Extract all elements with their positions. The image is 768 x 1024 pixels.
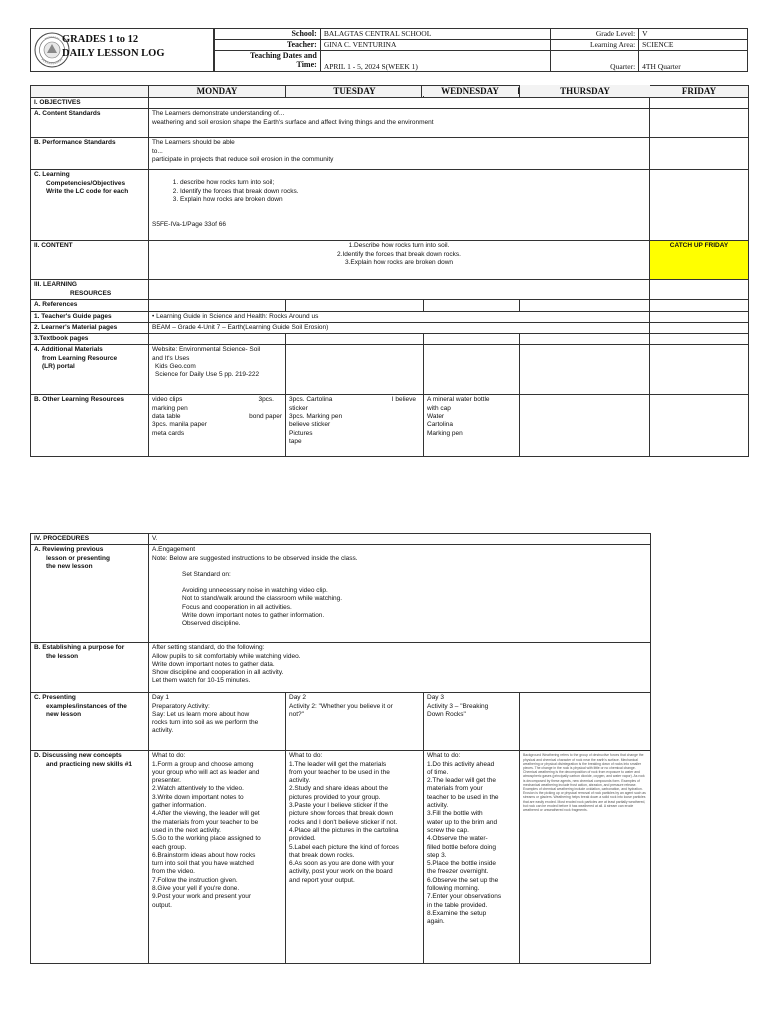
- content-standards-line-2: weathering and soil erosion shape the Earth's surface and affect living things and the environment: [152, 118, 434, 126]
- presenting-label-3: new lesson: [46, 710, 82, 718]
- learners-material-row: [31, 322, 749, 333]
- res-item: video clips: [152, 396, 183, 404]
- catch-up-friday-cell: CATCH UP FRIDAY: [650, 241, 749, 280]
- purpose-line: Let them watch for 10-15 minutes.: [152, 677, 251, 685]
- res-fri: [650, 395, 749, 457]
- am-label-1: 4. Additional Materials: [34, 346, 103, 354]
- competency-item: 2. Identify the forces that break down rocks.: [180, 188, 646, 196]
- day-thursday-label: THURSDAY: [519, 85, 650, 97]
- step-line: screw the cap.: [427, 826, 469, 834]
- other-resources-tuesday: [286, 395, 424, 457]
- res-thu: [520, 395, 650, 457]
- step-line: pictures provided to your group.: [289, 793, 381, 801]
- res-item: Marking pen: [427, 429, 463, 437]
- references-label: A. References: [31, 300, 149, 311]
- step-line: provided.: [289, 835, 316, 843]
- day-friday: FRIDAY: [650, 86, 749, 98]
- res-item: bond paper: [249, 413, 282, 421]
- step-line: 5.Go to the working place assigned to: [152, 835, 261, 843]
- standard-item: Avoiding unnecessary noise in watching video clip.: [182, 587, 328, 595]
- day-line: Preparatory Activity:: [152, 702, 210, 710]
- logo-cell: [30, 28, 214, 72]
- step-line: and report your output.: [289, 876, 355, 884]
- step-line: What to do:: [289, 752, 323, 760]
- teachers-guide-label: 1. Teacher's Guide pages: [31, 311, 149, 322]
- step-line: gather information.: [152, 802, 207, 810]
- tb-fri: [650, 334, 749, 345]
- other-resources-label: B. Other Learning Resources: [31, 395, 149, 457]
- presenting-monday: [149, 693, 286, 751]
- step-line: 5.Label each picture the kind of forces: [289, 843, 399, 851]
- tb-mon: [149, 334, 286, 345]
- step-line: that break down rocks.: [289, 851, 355, 859]
- step-line: materials from your: [427, 785, 483, 793]
- header: [30, 28, 748, 72]
- step-line: 1.Form a group and choose among: [152, 760, 254, 768]
- competencies-friday: [650, 170, 749, 241]
- step-line: your group who will act as leader and: [152, 768, 260, 776]
- res-item: Water: [427, 413, 445, 421]
- discussing-monday: [149, 751, 286, 964]
- procedures-title: IV. PROCEDURES: [31, 534, 149, 545]
- lc-code: S5FE-IVa-1/Page 33of 66: [152, 221, 226, 229]
- discussing-label-2: and practicing new skills #1: [46, 760, 132, 768]
- day-line: Say: Let us learn more about how: [152, 710, 250, 718]
- reviewing-label-1: A. Reviewing previous: [34, 546, 104, 554]
- additional-materials-label: [31, 345, 149, 395]
- set-standard: Set Standard on:: [182, 570, 231, 578]
- competency-list: [152, 179, 646, 204]
- content-row: [31, 241, 749, 280]
- other-resources-monday: [149, 395, 286, 457]
- content-standards-line-1: The Learners demonstrate understanding of...: [152, 110, 285, 118]
- step-line: 2.Study and share ideas about the: [289, 785, 389, 793]
- step-line: each group.: [152, 843, 187, 851]
- day-tuesday: TUESDAY: [286, 86, 424, 98]
- step-line: What to do:: [152, 752, 186, 760]
- additional-materials-row: [31, 345, 749, 395]
- step-line: 2.The leader will get the: [427, 777, 497, 785]
- res-item: with cap: [427, 404, 451, 412]
- step-line: from the video.: [152, 868, 195, 876]
- step-line: 9.Post your work and present your: [152, 893, 251, 901]
- objectives-friday: [650, 98, 749, 109]
- content-standards-label: A. Content Standards: [31, 109, 149, 138]
- content-line-3: 3.Explain how rocks are broken down: [344, 258, 454, 266]
- objectives-row: [31, 98, 749, 109]
- day-wednesday-label: WEDNESDAY: [422, 86, 518, 96]
- res-item: sticker: [289, 404, 308, 412]
- ref-thu: [520, 300, 650, 311]
- standard-item: Write down important notes to gather information.: [182, 612, 325, 620]
- dates-value: APRIL 1 - 5, 2024 S(WEEK 1): [320, 51, 551, 72]
- am-line: and It's Uses: [152, 354, 190, 362]
- dates-label-2: Time:: [296, 60, 317, 70]
- day-monday: MONDAY: [149, 86, 286, 98]
- competencies-label-1: C. Learning: [34, 171, 70, 179]
- am-thu: [520, 345, 650, 395]
- res-item: data table: [152, 413, 181, 421]
- step-line: picture show forces that break down: [289, 810, 394, 818]
- step-line: 8.Give your yell if you're done.: [152, 885, 240, 893]
- presenting-wednesday: [424, 693, 520, 751]
- step-line: in the table provided.: [427, 901, 488, 909]
- day-line: Day 2: [289, 694, 306, 702]
- res-item: tape: [289, 437, 302, 445]
- reviewing-row: [31, 545, 651, 643]
- day-line: Activity 3 – "Breaking: [427, 702, 489, 710]
- additional-materials: [149, 345, 286, 395]
- am-fri: [650, 345, 749, 395]
- grade-title: GRADES 1 to 12: [62, 34, 139, 45]
- resources-label-1: III. LEARNING: [34, 281, 77, 289]
- performance-line-1: The Learners should be able: [152, 139, 235, 147]
- discussing-row: [31, 751, 651, 964]
- performance-standards-row: [31, 138, 749, 170]
- step-line: output.: [152, 901, 172, 909]
- res-item: Cartolina: [427, 421, 454, 429]
- performance-standards-label: B. Performance Standards: [31, 138, 149, 170]
- resources-friday: [650, 280, 749, 300]
- step-line: activity.: [427, 802, 449, 810]
- standard-item: Not to stand/walk around the classroom while watching.: [182, 595, 343, 603]
- step-line: following morning.: [427, 885, 480, 893]
- step-line: 4.Observe the water-: [427, 835, 488, 843]
- discussing-label: [31, 751, 149, 964]
- step-line: 4.Place all the pictures in the cartolina: [289, 826, 399, 834]
- blank-header: [31, 86, 149, 98]
- ref-wed: [424, 300, 520, 311]
- grade-level-label: Grade Level:: [551, 29, 639, 40]
- quarter-value: 4TH Quarter: [639, 51, 748, 72]
- competencies-row: [31, 170, 749, 241]
- step-line: of time.: [427, 768, 449, 776]
- step-line: 6.As soon as you are done with your: [289, 860, 395, 868]
- ref-fri: [650, 300, 749, 311]
- discussing-thursday: [520, 751, 651, 964]
- learning-area-label: Learning Area:: [551, 40, 639, 51]
- step-line: activity.: [289, 777, 311, 785]
- info-table: [214, 28, 748, 72]
- teachers-guide-row: [31, 311, 749, 322]
- step-line: the materials from your teacher to be: [152, 818, 259, 826]
- tb-wed: [424, 334, 520, 345]
- step-line: 2.Watch attentively to the video.: [152, 785, 244, 793]
- discussing-tuesday: [286, 751, 424, 964]
- step-line: 7.Follow the instruction given.: [152, 876, 238, 884]
- step-line: rocks and I don't believe sticker if not.: [289, 818, 398, 826]
- standard-item: Focus and cooperation in all activities.: [182, 603, 292, 611]
- learners-material-label: 2. Learner's Material pages: [31, 322, 149, 333]
- res-item: I believe: [391, 396, 416, 404]
- step-line: turn into soil that you have watched: [152, 860, 254, 868]
- step-line: again.: [427, 918, 445, 926]
- purpose-line: Write down important notes to gather data.: [152, 660, 275, 668]
- presenting-row: [31, 693, 651, 751]
- step-line: 1.The leader will get the materials: [289, 760, 387, 768]
- resources-label: [31, 280, 149, 300]
- content-line-1: 1.Describe how rocks turn into soil.: [348, 242, 450, 250]
- performance-line-2: to...: [152, 147, 163, 155]
- am-wed: [424, 345, 520, 395]
- reviewing-label-3: the new lesson: [46, 562, 93, 570]
- content-standards: [149, 109, 650, 138]
- step-line: 3.Paste your I believe sticker if the: [289, 802, 388, 810]
- step-line: 7.Enter your observations: [427, 893, 502, 901]
- presenting-label-2: examples/instances of the: [46, 702, 127, 710]
- competencies-label-2: Competencies/Objectives: [46, 179, 126, 187]
- purpose-line: Allow pupils to sit comfortably while watching video.: [152, 652, 301, 660]
- content-standards-friday: [650, 109, 749, 138]
- learning-area-value: SCIENCE: [639, 40, 748, 51]
- references-row: [31, 300, 749, 311]
- step-line: presenter.: [152, 777, 181, 785]
- purpose-label: [31, 643, 149, 693]
- tb-tue: [286, 334, 424, 345]
- procedures-v: V.: [149, 534, 651, 545]
- res-item: Pictures: [289, 429, 313, 437]
- step-line: 4.After the viewing, the leader will get: [152, 810, 260, 818]
- reviewing-label-2: lesson or presenting: [46, 554, 110, 562]
- presenting-label-1: C. Presenting: [34, 694, 76, 702]
- am-line: Science for Daily Use 5 pp. 219-222: [155, 371, 260, 379]
- res-item: meta cards: [152, 429, 185, 437]
- weathering-note-image: Background Weathering refers to the group of destructive forces that change the physical and chemical character of rock near the earth's surface. Mechanical weathering or physical disintegration is the breaking down of rocks into smaller pieces. The change in the rock is physical with little or no chemical change. Chemical weathering is the decomposition of rock from exposure to water and atmospheric gases (principally carbon dioxide, oxygen, and water vapor). As rock is decomposed by these agents, new chemical compounds form. Examples of mechanical weathering include frost action, abrasion, and pressure release. Examples of chemical weathering include oxidation, carbonation, and hydration. Erosion is the picking up or physical removal of rock particles by an agent such as streams or glaciers. Weathering helps break down a solid rock into loose particles that are easily eroded. Most eroded rock particles are at least partially weathered, but rock can be eroded before it has weathered at all. A stream can erode weathered or unweathered rock fragments.: [523, 753, 646, 812]
- other-resources-row: [31, 395, 749, 457]
- presenting-tuesday: [286, 693, 424, 751]
- purpose-row: [31, 643, 651, 693]
- day-line: Day 3: [427, 694, 444, 702]
- step-line: filled bottle before doing: [427, 843, 497, 851]
- discussing-label-1: D. Discussing new concepts: [34, 752, 122, 760]
- res-item: believe sticker: [289, 421, 331, 429]
- content-label: II. CONTENT: [31, 241, 149, 280]
- resources-blank: [149, 280, 650, 300]
- res-item: A mineral water bottle: [427, 396, 490, 404]
- discussing-wednesday: [424, 751, 520, 964]
- textbook-row: [31, 334, 749, 345]
- purpose-label-1: B. Establishing a purpose for: [34, 644, 125, 652]
- res-line: [289, 396, 420, 404]
- am-line: Kids Geo.com: [155, 363, 196, 371]
- content-standards-row: [31, 109, 749, 138]
- school-value: BALAGTAS CENTRAL SCHOOL: [320, 29, 551, 40]
- step-line: 6.Brainstorm ideas about how rocks: [152, 851, 256, 859]
- objectives-blank: [149, 98, 650, 109]
- competencies-label: [31, 170, 149, 241]
- engagement-note: Note: Below are suggested instructions to be observed inside the class.: [152, 554, 358, 562]
- standard-item: Observed discipline.: [182, 620, 241, 628]
- res-line: [152, 413, 282, 421]
- step-line: from your teacher to be used in the: [289, 768, 390, 776]
- other-resources-wednesday: [424, 395, 520, 457]
- am-label-3: (LR) portal: [42, 363, 75, 371]
- textbook-label: 3.Textbook pages: [31, 334, 149, 345]
- content-line-2: 2.Identify the forces that break down rocks.: [337, 250, 461, 258]
- day-line: Activity 2: "Whether you believe it or: [289, 702, 393, 710]
- school-label: School:: [215, 29, 321, 40]
- performance-standards: [149, 138, 650, 170]
- step-line: 1.Do this activity ahead: [427, 760, 495, 768]
- performance-friday: [650, 138, 749, 170]
- log-title: DAILY LESSON LOG: [62, 48, 165, 59]
- grade-level-value: V: [639, 29, 748, 40]
- step-line: water up to the brim and: [427, 818, 498, 826]
- step-line: used in the next activity.: [152, 826, 221, 834]
- tb-thu: [520, 334, 650, 345]
- learners-material: BEAM – Grade 4-Unit 7 – Earth(Learning Guide Soil Erosion): [149, 322, 650, 333]
- res-item: 3pcs.: [258, 396, 274, 404]
- dates-label: [215, 51, 321, 72]
- ref-mon: [149, 300, 286, 311]
- res-item: 3pcs. Cartolina: [289, 396, 333, 404]
- res-item: 3pcs. Marking pen: [289, 413, 343, 421]
- day-line: not?": [289, 710, 304, 718]
- purpose-line: Show discipline and cooperation in all activity.: [152, 669, 284, 677]
- lesson-table-top: [30, 85, 749, 457]
- step-line: 5.Place the bottle inside: [427, 860, 497, 868]
- step-line: 3.Fill the bottle with: [427, 810, 483, 818]
- purpose-label-2: the lesson: [46, 652, 79, 660]
- step-line: step 3.: [427, 851, 447, 859]
- purpose-line: After setting standard, do the following:: [152, 644, 265, 652]
- procedures-header-row: [31, 534, 651, 545]
- day-line: activity.: [152, 727, 174, 735]
- day-line: Day 1: [152, 694, 169, 702]
- dates-label-1: Teaching Dates and: [249, 51, 317, 61]
- step-line: 3.Write down important notes to: [152, 793, 244, 801]
- step-line: 6.Observe the set up the: [427, 876, 499, 884]
- engagement-title: A.Engagement: [152, 546, 196, 554]
- res-item: marking pen: [152, 404, 188, 412]
- teacher-value: GINA C. VENTURINA: [320, 40, 551, 51]
- purpose: [149, 643, 651, 693]
- engagement: [149, 545, 651, 643]
- step-line: 8.Examine the setup: [427, 909, 487, 917]
- step-line: What to do:: [427, 752, 461, 760]
- am-tue: [286, 345, 424, 395]
- teachers-guide: • Learning Guide in Science and Health: Rocks Around us: [149, 311, 650, 322]
- am-label-2: from Learning Resource: [42, 354, 118, 362]
- tg-fri: [650, 311, 749, 322]
- performance-line-3: participate in projects that reduce soil erosion in the community: [152, 155, 334, 163]
- teacher-label: Teacher:: [215, 40, 321, 51]
- presenting-thursday: [520, 693, 651, 751]
- competencies-label-3: Write the LC code for each: [46, 187, 129, 195]
- lm-fri: [650, 322, 749, 333]
- step-line: teacher to be used in the: [427, 793, 499, 801]
- objectives-title: I. OBJECTIVES: [31, 98, 149, 109]
- lesson-table-procedures: [30, 533, 651, 964]
- resources-label-2: RESOURCES: [70, 289, 112, 297]
- res-item: 3pcs. manila paper: [152, 421, 207, 429]
- day-line: Down Rocks": [427, 710, 466, 718]
- step-line: the freezer overnight.: [427, 868, 489, 876]
- am-line: Website: Environmental Science- Soil: [152, 346, 261, 354]
- step-line: activity, post your work on the board: [289, 868, 393, 876]
- res-line: [152, 396, 282, 404]
- competency-item: 3. Explain how rocks are broken down: [180, 196, 646, 204]
- competencies: [149, 170, 650, 241]
- day-line: rocks turn into soil as we perform the: [152, 719, 259, 727]
- competency-item: 1. describe how rocks turn into soil;: [180, 179, 646, 187]
- presenting-label: [31, 693, 149, 751]
- content-text: [149, 241, 650, 280]
- reviewing-label: [31, 545, 149, 643]
- resources-row: [31, 280, 749, 300]
- quarter-label: Quarter:: [551, 51, 639, 72]
- ref-tue: [286, 300, 424, 311]
